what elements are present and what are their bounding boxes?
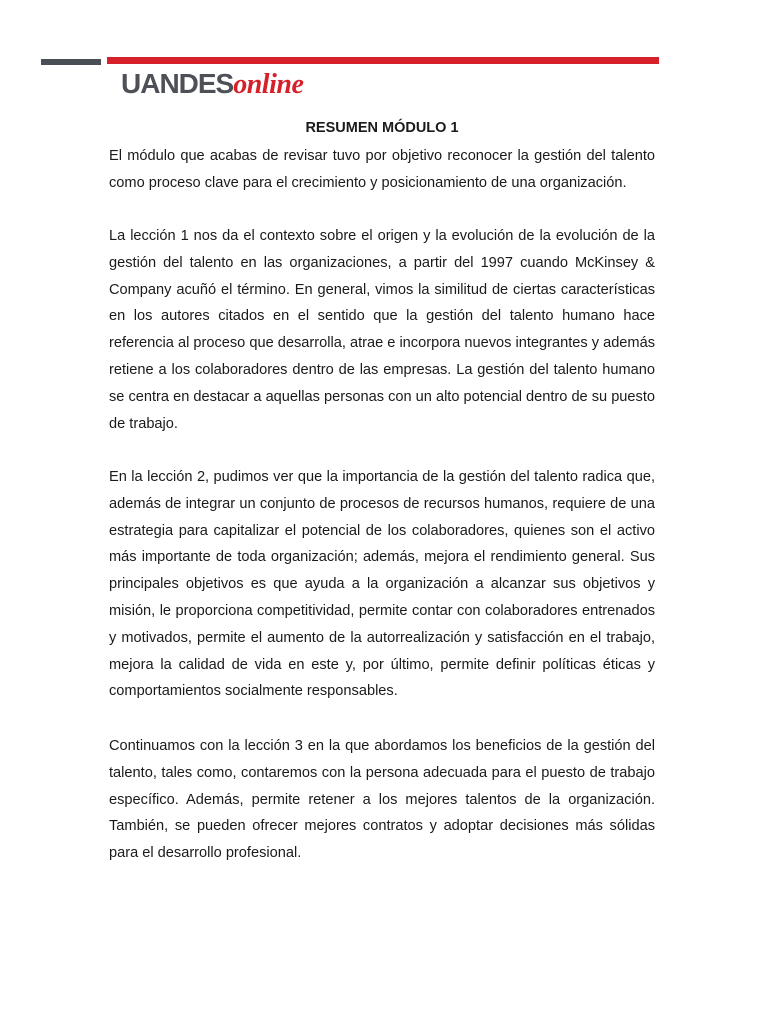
header-accent-bar-grey [41,59,101,65]
header-accent-bar-red [107,57,659,64]
logo-main-text: UANDES [121,68,234,99]
document-title: RESUMEN MÓDULO 1 [305,120,459,136]
paragraph-intro: El módulo que acabas de revisar tuvo por objetivo reconocer la gestión del talento como proceso clave para el crecimiento y posicionamiento de una organización. [109,148,655,191]
logo-sub-text: online [233,69,304,100]
paragraph-lesson-2: En la lección 2, pudimos ver que la importancia de la gestión del talento radica que, además de integrar un conjunto de procesos de recursos humanos, requiere de una estrategia para capitalizar el potencial de los colaboradores, quienes son el activo más importante de toda organización; además, mejora el rendimiento general. Sus principales objetivos es que ayuda a la organización a alcanzar sus objetivos y misión, le proporciona competitividad, permite contar con colaboradores entrenados y motivados, permite el aumento de la autorrealización y satisfacción en el trabajo, mejora la calidad de vida en este y, por último, permite definir políticas éticas y comportamientos socialmente responsables. [109,469,655,700]
paragraph-lesson-1: La lección 1 nos da el contexto sobre el origen y la evolución de la evolución de la gestión del talento en las organizaciones, a partir del 1997 cuando McKinsey & Company acuñó el término. En general, vimos la similitud de ciertas características en los autores citados en el sentido que la gestión del talento humano hace referencia al proceso que desarrolla, atrae e incorpora nuevos integrantes y además retiene a los colaboradores dentro de las empresas. La gestión del talento humano se centra en destacar a aquellas personas con un alto potencial dentro de su puesto de trabajo. [109,228,656,432]
uandes-online-logo [121,67,303,101]
paragraph-lesson-3: Continuamos con la lección 3 en la que abordamos los beneficios de la gestión del talento, tales como, contaremos con la persona adecuada para el puesto de trabajo específico. Además, permite retener a los mejores talentos de la organización. También, se pueden ofrecer mejores contratos y adoptar decisiones más sólidas para el desarrollo profesional. [109,738,655,862]
